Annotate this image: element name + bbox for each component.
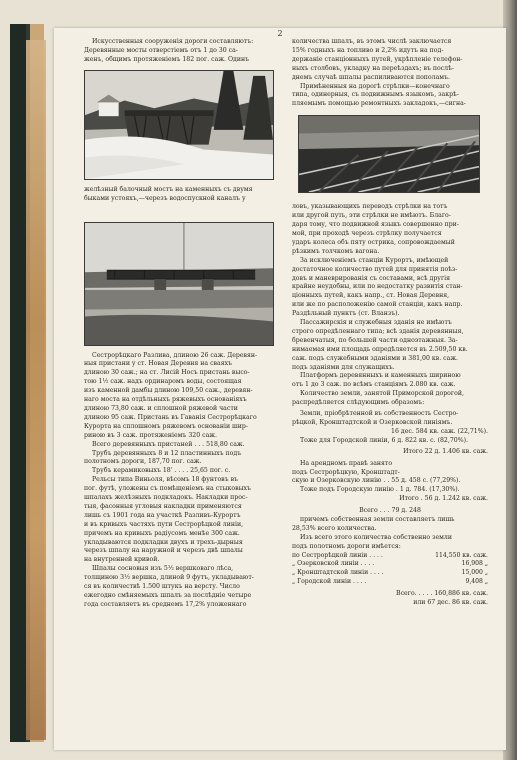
text-line: Шпалы сосновыя изъ 5½ вершковаго лѣса,: [92, 565, 234, 573]
grand-total: Всего . . . 79 д. 248: [359, 507, 421, 515]
text-line: тыя, фасонныя угловыя накладки применяются: [84, 502, 242, 510]
paragraph-buildings: [292, 319, 488, 372]
land-total-lease: Итого . 56 д. 1.242 кв. саж.: [399, 495, 488, 503]
text-line: Сестрорѣцкаго Разлива, длиною 26 саж. Деревян-: [92, 351, 258, 359]
text-line: Деревянные мосты отверстіемъ отъ 1 до 30 са-: [84, 46, 238, 54]
text-line: длиною 73,80 саж. и сплошной ряжевой части: [84, 404, 238, 412]
land-owned-value: 16 дес. 584 кв. саж. (22,71%).: [391, 427, 488, 435]
photo-wooden-bridge: [84, 70, 274, 180]
text-line: даря тому, что подвижной языкъ совершенно при-: [292, 221, 459, 229]
text-line: рѣзкимъ толчкомъ вагона.: [292, 247, 380, 255]
text-line: ся въ количествѣ 1.500 штукъ на версту. Число: [84, 583, 240, 591]
track-total-alt: или 67 дес. 86 кв. саж.: [413, 598, 488, 606]
row-label: „ Озерковской линіи . . . .: [292, 560, 375, 568]
text-line: шпалахъ желѣзныхъ подкладокъ. Накладки прос-: [84, 494, 248, 502]
text-line: Трубъ деревянныхъ 8 и 12 пластинныхъ подъ: [92, 449, 242, 457]
row-label: по Сестрорѣцкой линіи . . . .: [292, 551, 383, 559]
page-number: 2: [277, 29, 283, 38]
table-row: [292, 569, 488, 578]
track-total: Всего. . . . . 160,886 кв. саж.: [396, 589, 488, 597]
text-line: наго моста на отдѣльныхъ ряжевыхъ основаніяхъ: [84, 396, 247, 404]
text-line: желѣзный балочный мостъ на каменныхъ съ двумя: [84, 185, 253, 193]
text-line: саж. подъ служебными зданіями и 381,00 кв. саж.: [292, 354, 458, 362]
photo-iron-bridge: [84, 222, 274, 346]
text-line: на внутренней кривой.: [84, 556, 160, 564]
text-line: мой, при проходѣ черезъ стрѣлку получается: [292, 229, 442, 237]
left-column: [84, 38, 274, 610]
table-row: [292, 552, 488, 561]
total-piers: Всего деревянныхъ пристаней . . . 518,80 саж.: [92, 440, 245, 448]
paragraph-land: [292, 390, 488, 408]
text-line: распредѣляется слѣдующимъ образомъ:: [292, 399, 425, 407]
text-line: Рельсы типа Виньоля, вѣсомъ 18 фунтовъ въ: [92, 476, 238, 484]
text-line: риною въ 3 саж. протяженіемъ 320 саж.: [84, 431, 217, 439]
text-line: Курорта на сплошномъ ряжевомъ основаніи шир-: [84, 422, 248, 430]
text-line: Искусственныя сооруженія дороги составляютъ:: [92, 38, 254, 45]
text-line: Земли, пріобрѣтенной въ собственность Сестро-: [300, 410, 459, 418]
row-value: 9,408 „: [465, 578, 488, 586]
paragraph-platforms: [292, 372, 488, 390]
text-line: бревенчатыя, по большей части одноэтажныя. За-: [292, 336, 458, 344]
text-line: 28,53% всего количества.: [292, 524, 377, 532]
land-city: Тоже для Городской линіи, 6 д. 822 кв. с. (82,70%).: [300, 436, 468, 444]
text-line: отъ 1 до 3 саж. по всѣмъ станціямъ 2.080 кв. саж.: [292, 381, 456, 389]
text-line: или другой путь, эти стрѣлки не имѣютъ. Благо-: [292, 212, 451, 220]
text-line: Изъ всего этого количества собственно земли: [300, 533, 452, 541]
text-line: достаточное количество путей для принятія поѣз-: [292, 265, 458, 273]
row-value: 114,550 кв. саж.: [435, 551, 488, 559]
right-column: [292, 38, 488, 608]
paragraph-share: [292, 516, 488, 534]
paragraph-main: [84, 352, 274, 441]
text-line: За исключеніемъ станціи Курортъ, имѣющей: [300, 256, 449, 264]
text-line: черезъ шпалу на наружной и черезъ двѣ шпалы: [84, 547, 243, 555]
text-line: ныхъ столбовъ, укладку на переѣздахъ; въ послѣ-: [292, 64, 454, 72]
paragraph-bridge: [84, 186, 274, 204]
text-line: строго опредѣленнаго типа; всѣ зданія деревянныя,: [292, 327, 464, 335]
text-line: причемъ на кривыхъ радіусомъ менѣе 300 саж.: [84, 529, 240, 537]
paragraph-switch: [292, 203, 488, 256]
text-line: количества шпалъ, въ этомъ числѣ заключается: [292, 38, 452, 45]
paragraph-track-intro: [292, 534, 488, 552]
book-page: [54, 28, 506, 750]
text-line: Раздѣльный пунктъ (ст. Вланзъ).: [292, 310, 400, 318]
track-table: [292, 552, 488, 587]
land-total-owned: Итого 22 д. 1.406 кв. саж.: [403, 447, 488, 455]
paragraph-intro: [84, 38, 274, 65]
text-line: изъ каменной дамбы длиною 109,50 саж., деревян-: [84, 387, 253, 395]
paragraph-stations: [292, 257, 488, 319]
text-line: подъ Сестрорѣцкую, Кронштадт-: [292, 468, 400, 476]
land-owned: [292, 410, 488, 437]
binding-tape: [26, 40, 46, 740]
text-line: пог. футѣ, уложены съ помѣщеніемъ на стыковыхъ: [84, 485, 251, 493]
text-line: ударъ колеса объ пяту острика, сопровождаемый: [292, 238, 455, 246]
text-line: быками устояхъ,—черезъ водоспускной каналъ у: [84, 194, 246, 202]
row-label: „ Городской линіи . . . .: [292, 578, 367, 586]
text-line: скую и Озерковскую линію . . 55 д. 458 с. (77,29%).: [292, 477, 461, 485]
text-line: довъ и маневрированія съ составами, всѣ другія: [292, 274, 451, 282]
ceramic-pipes: Трубъ керамиковыхъ 18' . . . . 25,65 пог. с.: [92, 467, 231, 475]
paragraph-top: [292, 38, 488, 109]
text-line: длиною 30 саж.; на ст. Лисій Носъ пристань высо-: [84, 369, 250, 377]
text-line: полотномъ дороги, 187,70 пог. саж.: [84, 458, 202, 466]
text-line: длиною 95 саж. Пристань въ Гаванія Сестрорѣцкаго: [84, 413, 257, 421]
text-line: крайне неудобны, или по недостатку развитія стан-: [292, 283, 463, 291]
text-line: 15% годныхъ на топливо и 2,2% идутъ на под-: [292, 46, 444, 54]
text-line: типа, одинерныя, съ подвижнымъ языкомъ, закрѣ-: [292, 91, 459, 99]
text-line: пляемымъ помощью ремонтныхъ закладокъ,—сигна-: [292, 100, 466, 108]
paragraph-rails: [84, 476, 274, 565]
paragraph-pipes: [84, 450, 274, 468]
text-line: года составляетъ въ среднемъ 17,2% уложеннаго: [84, 600, 247, 608]
text-line: нимаемая ими площадь опредѣляется въ 2.509,50 кв.: [292, 345, 468, 353]
text-line: ежегодно смѣняемыхъ шпалъ за послѣдніе четыре: [84, 592, 252, 599]
text-line: Примѣненныя на дорогѣ стрѣлки—конечнаго: [300, 82, 450, 90]
table-row: [292, 578, 488, 587]
text-line: Платформъ деревянныхъ и каменныхъ шириною: [300, 372, 461, 380]
table-row: [292, 560, 488, 569]
text-line: ныя пристани у ст. Новая Деревня на сваяхъ: [84, 360, 233, 368]
text-line: рѣцкой, Кронштадтской и Озерковской линіямъ.: [292, 419, 453, 426]
text-line: ловъ, указывающихъ переводъ стрѣлки на тотъ: [292, 203, 448, 211]
text-line: укладываются подкладки двухъ и трехъ-дырныя: [84, 538, 243, 546]
text-line: подъ зданіями для служащихъ.: [292, 363, 395, 371]
text-line: днемъ случаѣ шпалы распиливаются пополамъ.: [292, 73, 450, 81]
lease-block: [292, 460, 488, 505]
row-label: „ Кронштадтской линіи . . . .: [292, 569, 384, 577]
text-line: держаніе станціонныхъ путей, укрѣпленіе телефон-: [292, 55, 463, 63]
text-line: тою 1½ саж. надъ ординаромъ воды, состоящая: [84, 378, 242, 386]
text-line: ціонныхъ путей, какъ напр., ст. Новая Деревня,: [292, 292, 450, 300]
text-line: Пассажирскія и служебныя зданія не имѣютъ: [300, 319, 452, 327]
photo-railway-switch: [298, 115, 480, 193]
row-value: 16,908 „: [461, 560, 488, 568]
lease-city: Тоже подъ Городскую линію . 1 д. 784. (17,30%).: [300, 486, 460, 494]
text-line: толщиною 3½ вершка, длиной 9 футъ, укладывают-: [84, 574, 254, 582]
text-line: лишь съ 1901 года на участкѣ Разливъ-Курортъ: [84, 511, 241, 519]
text-line: Количество земли, занятой Приморской дорогой,: [300, 390, 464, 398]
text-line: или же по расположенію самой станціи, какъ напр.: [292, 301, 463, 309]
text-line: причемъ собственная земли составляетъ лишь: [300, 516, 455, 524]
paragraph-sleepers: [84, 565, 274, 610]
row-value: 15,000 „: [461, 569, 488, 577]
lease-header: На арендномъ правѣ занято: [300, 459, 393, 467]
text-line: женъ, общимъ протяженіемъ 182 пог. саж. Одинъ: [84, 55, 250, 63]
text-line: подъ полотномъ дороги имѣется:: [292, 542, 401, 550]
text-line: и въ кривыхъ частяхъ пути Сестрорѣцкой линіи,: [84, 520, 244, 528]
